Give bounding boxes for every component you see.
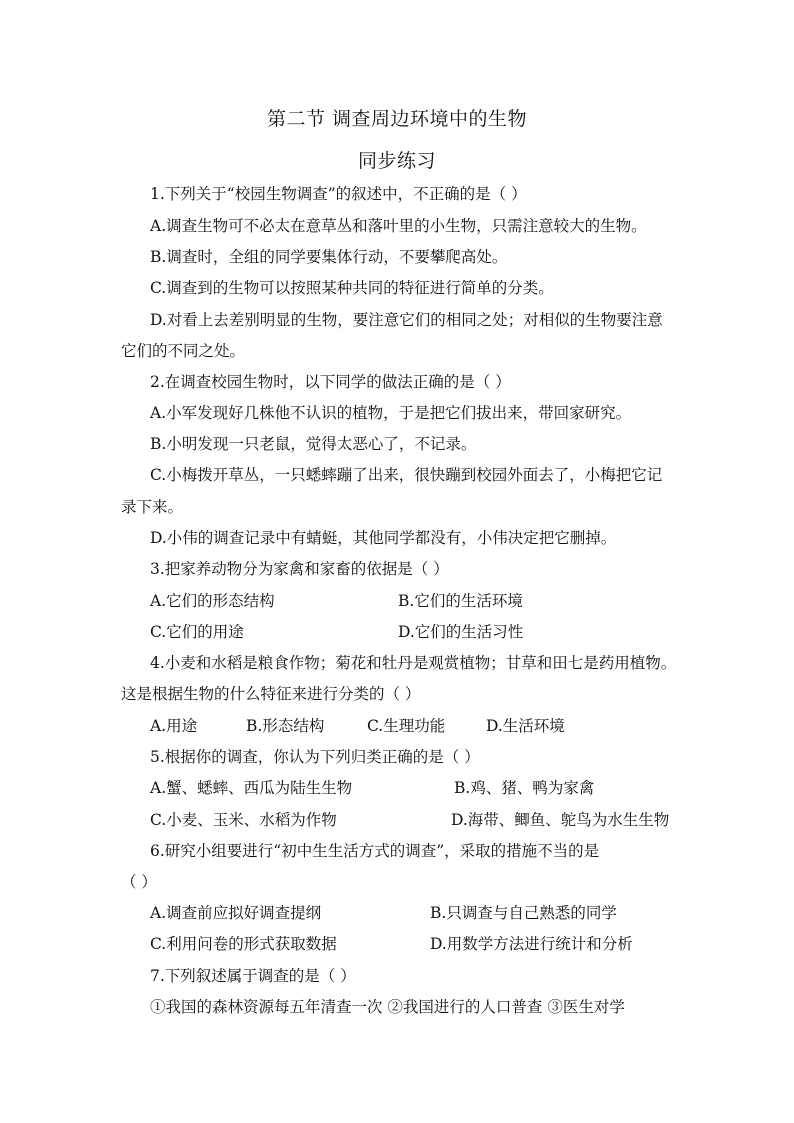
- q3-option-c: C.它们的用途: [150, 623, 244, 641]
- q1-option-d: D.对看上去差别明显的生物，要注意它们的相同之处；对相似的生物要注意: [150, 311, 663, 329]
- q3-stem: 3.把家养动物分为家禽和家畜的依据是（ ）: [150, 560, 449, 578]
- q4-option-b: B.形态结构: [246, 717, 325, 735]
- q5-option-a: A.蟹、蟋蟀、西瓜为陆生生物: [150, 779, 353, 797]
- q7-stem: 7.下列叙述属于调查的是（ ）: [150, 967, 356, 985]
- q2-option-c-cont: 录下来。: [121, 498, 184, 516]
- q5-option-b: B.鸡、猪、鸭为家禽: [454, 779, 595, 797]
- q2-option-a: A.小军发现好几株他不认识的植物，于是把它们拔出来，带回家研究。: [150, 404, 632, 422]
- q5-stem: 5.根据你的调查，你认为下列归类正确的是（ ）: [150, 748, 480, 766]
- q1-option-c: C.调查到的生物可以按照某种共同的特征进行简单的分类。: [150, 279, 554, 297]
- q1-option-d-cont: 它们的不同之处。: [121, 342, 246, 360]
- q1-option-b: B.调查时，全组的同学要集体行动，不要攀爬高处。: [150, 248, 508, 266]
- page-title: 第二节 调查周边环境中的生物: [266, 108, 528, 130]
- q6-option-d: D.用数学方法进行统计和分析: [430, 935, 633, 953]
- q6-option-b: B.只调查与自己熟悉的同学: [430, 904, 617, 922]
- q1-option-a: A.调查生物可不必太在意草丛和落叶里的小生物，只需注意较大的生物。: [150, 217, 647, 235]
- q6-option-a: A.调查前应拟好调查提纲: [150, 904, 322, 922]
- q5-option-c: C.小麦、玉米、水稻为作物: [150, 811, 337, 829]
- q6-stem-cont: （ ）: [121, 873, 157, 891]
- q1-stem: 1.下列关于“校园生物调查”的叙述中，不正确的是（ ）: [150, 185, 527, 203]
- q4-stem: 4.小麦和水稻是粮食作物；菊花和牡丹是观赏植物；甘草和田七是药用植物。: [150, 654, 677, 672]
- q3-option-b: B.它们的生活环境: [398, 592, 523, 610]
- q7-items: ①我国的森林资源每五年清查一次 ②我国进行的人口普查 ③医生对学: [150, 998, 625, 1016]
- q2-option-c: C.小梅拨开草丛，一只蟋蟀蹦了出来，很快蹦到校园外面去了，小梅把它记: [150, 466, 663, 484]
- q3-option-a: A.它们的形态结构: [150, 592, 275, 610]
- q4-option-a: A.用途: [150, 717, 198, 735]
- q6-stem: 6.研究小组要进行“初中生生活方式的调查”，采取的措施不当的是: [150, 842, 600, 860]
- q4-stem-cont: 这是根据生物的什么特征来进行分类的（ ）: [121, 685, 421, 703]
- q4-option-d: D.生活环境: [486, 717, 565, 735]
- q5-option-d: D.海带、鲫鱼、鸵鸟为水生生物: [451, 811, 670, 829]
- q2-option-d: D.小伟的调查记录中有蜻蜓，其他同学都没有，小伟决定把它删掉。: [150, 529, 617, 547]
- q4-option-c: C.生理功能: [367, 717, 446, 735]
- q3-option-d: D.它们的生活习性: [398, 623, 524, 641]
- q2-option-b: B.小明发现一只老鼠，觉得太恶心了，不记录。: [150, 435, 477, 453]
- q2-stem: 2.在调查校园生物时，以下同学的做法正确的是（ ）: [150, 373, 511, 391]
- page-subtitle: 同步练习: [357, 150, 436, 172]
- q6-option-c: C.利用问卷的形式获取数据: [150, 935, 337, 953]
